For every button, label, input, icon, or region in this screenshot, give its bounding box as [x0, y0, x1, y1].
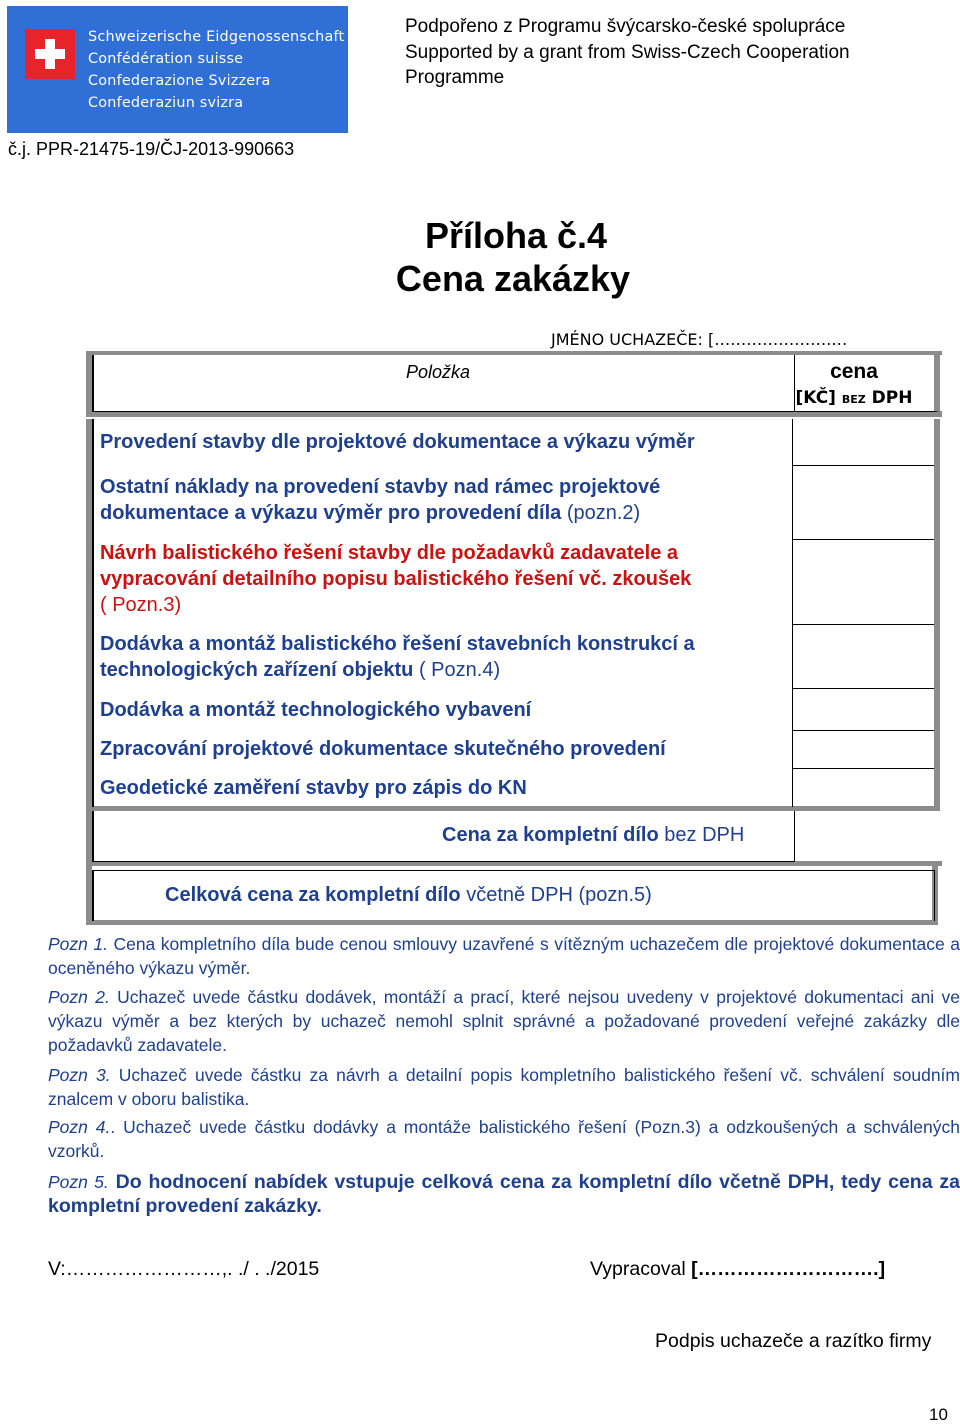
price-row-divider [792, 730, 934, 731]
logo-line: Confederaziun svizra [88, 95, 244, 111]
column-divider [792, 419, 793, 807]
note-text: . Uchazeč uvede částku dodávky a montáže balistického řešení (Pozn.3) a odzkoušených a schválených vzorků. [48, 1117, 960, 1161]
support-statement [405, 14, 850, 91]
note-label: Pozn 4. [48, 1117, 111, 1137]
price-row-divider [792, 768, 934, 769]
note-5 [48, 1170, 960, 1218]
table-row-technology [100, 697, 531, 723]
note-text: Uchazeč uvede částku za návrh a detailní popis kompletního balistického řešení vč. schválení soudním znalcem v oboru balistika. [48, 1065, 960, 1109]
price-row-divider [792, 539, 934, 540]
note-3 [48, 1063, 960, 1111]
unit-part: DPH [865, 388, 913, 408]
unit-part: [KČ] [795, 388, 842, 408]
total-label-rest: bez DPH [664, 824, 745, 846]
table-body-shadow [934, 419, 940, 811]
note-label: Pozn 3. [48, 1065, 111, 1085]
logo-text [88, 26, 344, 114]
swiss-flag-icon [25, 29, 75, 79]
row-note: ( Pozn.3) [100, 594, 182, 616]
row-label: technologických zařízení objektu [100, 659, 419, 681]
total-incl-vat-label [165, 884, 652, 907]
place-date-line: V:……………………,. ./ . ./2015 [48, 1258, 320, 1280]
row-note: (pozn.2) [566, 502, 641, 524]
column-header-price: cena [830, 360, 878, 383]
column-header-item: Položka [406, 362, 471, 382]
support-line: Programme [405, 67, 505, 88]
page-number: 10 [929, 1405, 948, 1424]
note-text: Cena kompletního díla bude cenou smlouvy uzavřené s vítězným uchazečem dle projektové dokumentace a oceněného výkazu výměr. [48, 934, 960, 978]
note-label: Pozn 2. [48, 987, 110, 1007]
table-row-ballistic-installation [100, 631, 695, 683]
page-subtitle: Cena zakázky [395, 258, 631, 299]
row-label: Ostatní náklady na provedení stavby nad rámec projektové [100, 476, 661, 498]
note-label: Pozn 5. [48, 1172, 109, 1192]
prepared-value: [……………………….] [691, 1258, 886, 1280]
row-label: vypracování detailního popisu balistického řešení vč. zkoušek [100, 568, 692, 590]
note-text: Do hodnocení nabídek vstupuje celková cena za kompletní dílo včetně DPH, tedy cena za kompletní provedení zakázky. [48, 1171, 960, 1217]
bidder-name-label: JMÉNO UCHAZEČE: [………………….… [551, 330, 848, 349]
row-label: Geodetické zaměření stavby pro zápis do KN [100, 777, 527, 799]
support-line: Supported by a grant from Swiss-Czech Cooperation [405, 41, 850, 63]
price-row-divider [792, 465, 934, 466]
logo-line: Confédération suisse [88, 51, 244, 67]
support-line: Podpořeno z Programu švýcarsko-české spolupráce [405, 16, 846, 37]
note-2 [48, 985, 960, 1057]
note-text: Uchazeč uvede částku dodávek, montáží a prací, které nejsou uvedeny v projektové dokumentaci ani ve výkazu výměr a bez kterých by uchazeč nemohl splnit správné a požadované provedení veřejné zakázky dle požadavků zadavatele. [48, 987, 960, 1055]
table-row-other-costs [100, 474, 660, 526]
reference-number: č.j. PPR-21475-19/ČJ-2013-990663 [8, 139, 295, 159]
table-row-as-built-docs [100, 736, 666, 762]
signature-label: Podpis uchazeče a razítko firmy [655, 1330, 932, 1352]
row-label: Dodávka a montáž technologického vybavení [100, 699, 532, 721]
note-1 [48, 932, 960, 980]
page-title: Příloha č.4 [424, 215, 608, 256]
row-label: dokumentace a výkazu výměr pro provedení díla [100, 502, 567, 524]
total-label-bold: Celková cena za kompletní dílo [165, 884, 467, 906]
logo-line: Confederazione Svizzera [88, 73, 271, 89]
row-label: Dodávka a montáž balistického řešení stavebních konstrukcí a [100, 633, 695, 655]
unit-part: BEZ [841, 393, 866, 406]
table-row-ballistic-design [100, 540, 691, 618]
row-note: ( Pozn.4) [418, 659, 501, 681]
row-label: Zpracování projektové dokumentace skutečného provedení [100, 738, 666, 760]
table-row-geodetic-survey [100, 775, 527, 801]
table-row-construction [100, 429, 695, 455]
total-label-bold: Cena za kompletní dílo [442, 824, 665, 846]
total-excl-vat-label [442, 824, 744, 847]
logo-line: Schweizerische Eidgenossenschaft [88, 29, 345, 45]
prepared-label: Vypracoval [590, 1258, 692, 1280]
price-row-divider [792, 624, 934, 625]
column-header-unit [792, 388, 916, 408]
price-row-divider [792, 688, 934, 689]
note-label: Pozn 1. [48, 934, 108, 954]
row-label: Návrh balistického řešení stavby dle požadavků zadavatele a [100, 542, 679, 564]
total-label-rest: včetně DPH (pozn.5) [466, 884, 652, 906]
prepared-by [590, 1258, 885, 1281]
row-label: Provedení stavby dle projektové dokumentace a výkazu výměr [100, 431, 695, 453]
note-4 [48, 1115, 960, 1163]
